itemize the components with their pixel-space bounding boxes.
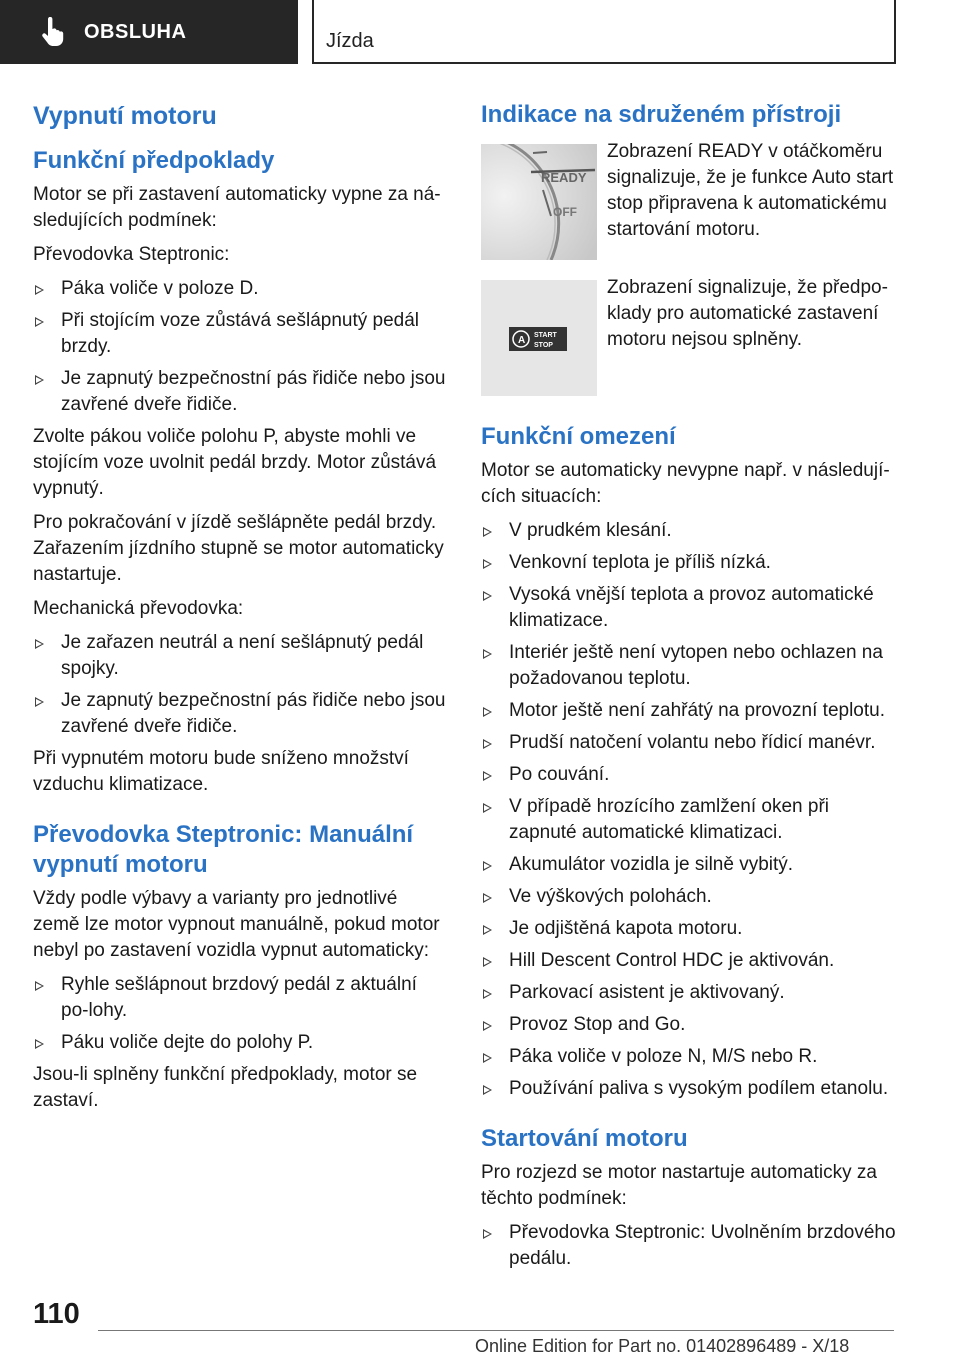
list-item: Ve výškových polohách. bbox=[481, 884, 897, 910]
bullet-list bbox=[481, 518, 897, 1102]
list-item: Je zařazen neutrál a není sešlápnutý pedál spojky. bbox=[33, 630, 447, 682]
paragraph: Při vypnutém motoru bude sníženo množství vzduchu klimatizace. bbox=[33, 748, 409, 795]
list-item: Akumulátor vozidla je silně vybitý. bbox=[481, 852, 897, 878]
indicator-ready-text: Zobrazení READY v otáčkoměru signalizuje, že je funkce Auto start stop připravena k automatickému startování motoru. bbox=[607, 141, 894, 240]
heading-functional-limits: Funkční omezení bbox=[481, 423, 676, 450]
indicator-ready bbox=[481, 141, 897, 260]
list-item: Páka voliče v poloze N, M/S nebo R. bbox=[481, 1044, 897, 1070]
list-item: Hill Descent Control HDC je aktivován. bbox=[481, 948, 897, 974]
heading-manual-shutdown: Převodovka Steptronic: Manuální vypnutí motoru bbox=[33, 821, 414, 878]
paragraph: Jsou-li splněny funkční předpoklady, motor se zastaví. bbox=[33, 1064, 418, 1111]
chapter-tab bbox=[0, 0, 298, 64]
list-item: Venkovní teplota je příliš nízká. bbox=[481, 550, 897, 576]
indicator-not-ready-text: Zobrazení signalizuje, že předpo‐klady pro automatické zastavení motoru nejsou splněny. bbox=[607, 277, 888, 350]
right-column bbox=[481, 100, 897, 1278]
list-item: Je zapnutý bezpečnostní pás řidiče nebo jsou zavřené dveře řidiče. bbox=[33, 688, 447, 740]
list-item: Interiér ještě není vytopen nebo ochlazen na požadovanou teplotu. bbox=[481, 640, 897, 692]
list-item: V případě hrozícího zamlžení oken při zapnuté automatické klimatizaci. bbox=[481, 794, 897, 846]
section-label: Jízda bbox=[326, 30, 374, 52]
heading-functional-prerequisites: Funkční předpoklady bbox=[33, 147, 275, 174]
indicator-not-ready bbox=[481, 277, 897, 396]
icon-start-text: START bbox=[534, 332, 557, 339]
list-item: Vysoká vnější teplota a provoz automatické klimatizace. bbox=[481, 582, 897, 634]
bullet-list bbox=[33, 630, 447, 740]
edition-note: Online Edition for Part no. 01402896489 - X/18 bbox=[475, 1336, 850, 1356]
paragraph: Mechanická převodovka: bbox=[33, 598, 244, 619]
list-item: Parkovací asistent je aktivovaný. bbox=[481, 980, 897, 1006]
list-item: Páku voliče dejte do polohy P. bbox=[33, 1030, 447, 1056]
list-item: Ryhle sešlápnout brzdový pedál z aktuální po‐lohy. bbox=[33, 972, 447, 1024]
svg-text:A: A bbox=[518, 335, 526, 346]
list-item: Používání paliva s vysokým podílem etanolu. bbox=[481, 1076, 897, 1102]
paragraph: Vždy podle výbavy a varianty pro jednotlivé země lze motor vypnout manuálně, pokud motor nebyl po zastavení vozidla vypnut automaticky: bbox=[33, 888, 440, 961]
icon-stop-text: STOP bbox=[534, 342, 553, 349]
chapter-label: OBSLUHA bbox=[84, 20, 187, 43]
page-header bbox=[0, 0, 960, 66]
hand-pointer-icon bbox=[40, 17, 66, 47]
list-item: Po couvání. bbox=[481, 762, 897, 788]
bullet-list bbox=[33, 972, 447, 1056]
auto-start-stop-icon-image bbox=[481, 280, 597, 396]
list-item: Převodovka Steptronic: Uvolněním brzdového pedálu. bbox=[481, 1220, 897, 1272]
gauge-off-label: OFF bbox=[553, 205, 577, 219]
paragraph: Pro pokračování v jízdě sešlápněte pedál brzdy. Zařazením jízdního stupně se motor automaticky nastartuje. bbox=[33, 512, 444, 585]
list-item: Při stojícím voze zůstává sešlápnutý pedál brzdy. bbox=[33, 308, 447, 360]
paragraph: Zvolte pákou voliče polohu P, abyste mohli ve stojícím voze uvolnit pedál brzdy. Motor zůstává vypnutý. bbox=[33, 426, 437, 499]
paragraph: Motor se automaticky nevypne např. v následují‐cích situacích: bbox=[481, 460, 890, 507]
list-item: Provoz Stop and Go. bbox=[481, 1012, 897, 1038]
page-title: Vypnutí motoru bbox=[33, 102, 217, 130]
gauge-ready-label: READY bbox=[541, 170, 587, 185]
list-item: V prudkém klesání. bbox=[481, 518, 897, 544]
bullet-list bbox=[33, 276, 447, 418]
section-header-box bbox=[312, 0, 896, 64]
paragraph: Převodovka Steptronic: bbox=[33, 244, 230, 265]
footer-divider bbox=[98, 1330, 894, 1331]
list-item: Motor ještě není zahřátý na provozní teplotu. bbox=[481, 698, 897, 724]
list-item: Je odjištěná kapota motoru. bbox=[481, 916, 897, 942]
left-column bbox=[33, 100, 447, 1122]
heading-engine-start: Startování motoru bbox=[481, 1125, 688, 1152]
heading-instrument-cluster: Indikace na sdruženém přístroji bbox=[481, 101, 842, 128]
page-number: 110 bbox=[33, 1298, 80, 1330]
list-item: Páka voliče v poloze D. bbox=[33, 276, 447, 302]
paragraph: Motor se při zastavení automaticky vypne za ná‐sledujících podmínek: bbox=[33, 184, 441, 231]
list-item: Prudší natočení volantu nebo řídicí manévr. bbox=[481, 730, 897, 756]
paragraph: Pro rozjezd se motor nastartuje automaticky za těchto podmínek: bbox=[481, 1162, 878, 1209]
bullet-list bbox=[481, 1220, 897, 1272]
tachometer-ready-image bbox=[481, 144, 597, 260]
list-item: Je zapnutý bezpečnostní pás řidiče nebo jsou zavřené dveře řidiče. bbox=[33, 366, 447, 418]
